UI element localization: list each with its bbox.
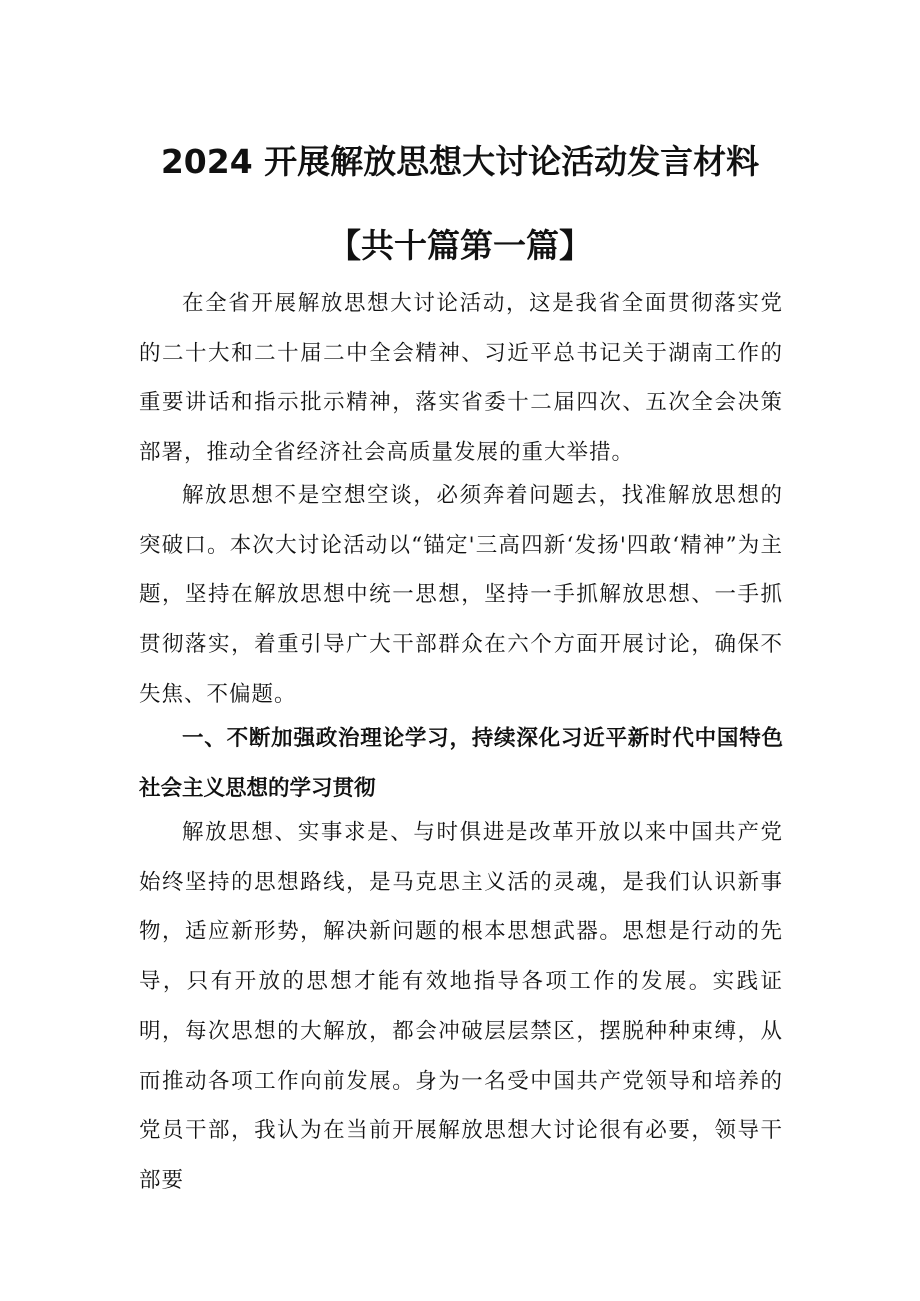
paragraph-intro: 在全省开展解放思想大讨论活动，这是我省全面贯彻落实党的二十大和二十届二中全会精神、习近平总书记关于湖南工作的重要讲话和指示批示精神，落实省委十二届四次、五次全会决策部署，推动全省经济社会高质量发展的重大举措。 [139, 291, 783, 466]
paragraph-theme: 解放思想不是空想空谈，必须奔着问题去，找准解放思想的突破口。本次大讨论活动以“锚定'三高四新‘发扬'四敢‘精神”为主题，坚持在解放思想中统一思想，坚持一手抓解放思想、一手抓贯彻落实，着重引导广大干部群众在六个方面开展讨论，确保不失焦、不偏题。 [139, 483, 783, 707]
section-heading: 一、不断加强政治理论学习，持续深化习近平新时代中国特色社会主义思想的学习贯彻 [139, 726, 783, 801]
document-subtitle: 【共十篇第一篇】 [328, 226, 592, 265]
section-paragraph: 解放思想、实事求是、与时俱进是改革开放以来中国共产党始终坚持的思想路线，是马克思主义活的灵魂，是我们认识新事物，适应新形势，解决新问题的根本思想武器。思想是行动的先导，只有开放的思想才能有效地指导各项工作的发展。实践证明，每次思想的大解放，都会冲破层层禁区，摆脱种种束缚，从而推动各项工作向前发展。身为一名受中国共产党领导和培养的党员干部，我认为在当前开展解放思想大讨论很有必要，领导干部要 [139, 820, 783, 1193]
document-title: 2024 开展解放思想大讨论活动发言材料 [160, 142, 760, 181]
